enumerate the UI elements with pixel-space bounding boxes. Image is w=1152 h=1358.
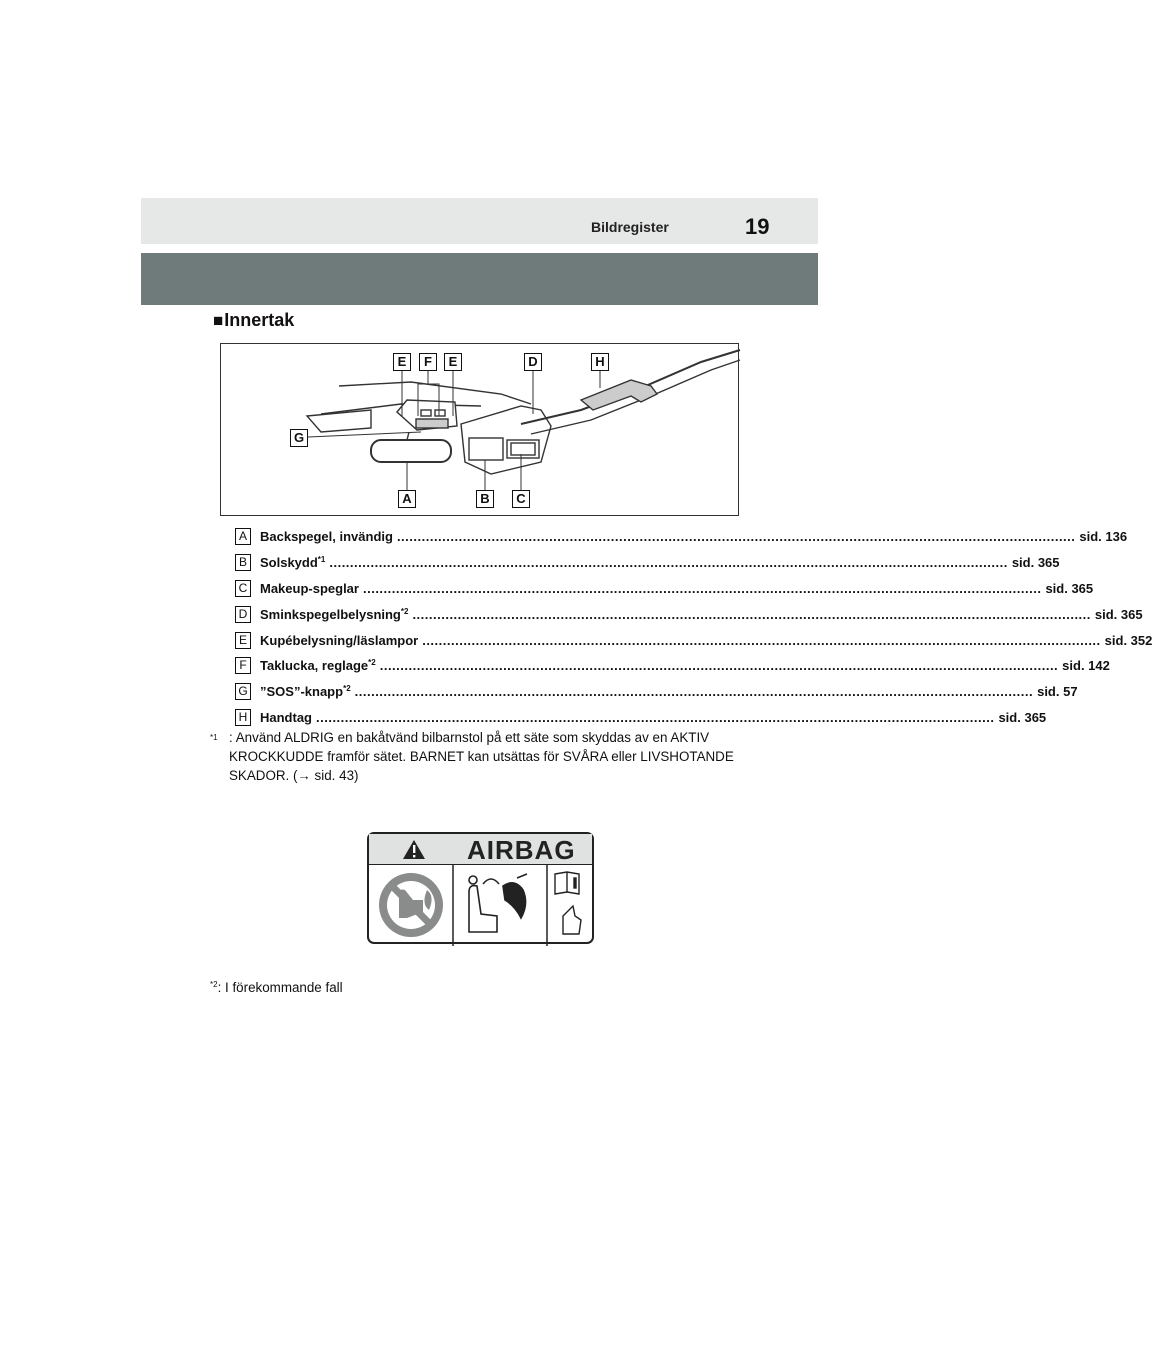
footnote-1: [210, 728, 750, 785]
list-item: [235, 679, 1078, 705]
list-item: [235, 601, 1143, 627]
header-bar: [141, 198, 818, 244]
footnote-ref: *2: [368, 658, 376, 668]
item-key: E: [235, 632, 251, 649]
list-item: [235, 576, 1094, 602]
list-item: [235, 524, 1128, 550]
callout-c: C: [512, 490, 530, 508]
footnote-text: : Använd ALDRIG en bakåtvänd bilbarnstol på ett säte som skyddas av en AKTIV KROCKKUDDE framför sätet. BARNET kan utsättas för SVÅRA eller LIVSHOTANDE SKADOR. (→ sid. 43): [229, 730, 734, 783]
item-label: ”SOS”-knapp$^{*2}$: [260, 684, 351, 700]
callout-g: G: [290, 429, 308, 447]
airbag-warning-label: [367, 832, 594, 944]
seat-airbag-icon: [469, 874, 527, 932]
footnote-ref: *1: [317, 555, 326, 565]
callout-e-right: E: [444, 353, 462, 371]
list-item: [235, 653, 1110, 679]
airbag-word: AIRBAG: [467, 835, 576, 865]
item-key: F: [235, 657, 251, 674]
leader-dots: .....................................................................................................................................................................: [316, 709, 995, 725]
item-label: Solskydd$^{*1}$: [260, 555, 326, 571]
leader-dots: .....................................................................................................................................................................: [379, 658, 1059, 674]
page-reference[interactable]: sid. 365: [1011, 555, 1060, 571]
list-item: [235, 550, 1060, 576]
page-reference[interactable]: sid. 57: [1037, 684, 1078, 700]
callout-d: D: [524, 353, 542, 371]
item-key: D: [235, 606, 251, 623]
manual-icon: [555, 872, 581, 934]
item-key: H: [235, 709, 251, 726]
item-label: Handtag: [260, 709, 312, 725]
item-label: Backspegel, invändig: [260, 529, 393, 545]
item-key: B: [235, 554, 251, 571]
page-reference[interactable]: sid. 365: [998, 709, 1047, 725]
airbag-pictograms: [369, 834, 596, 946]
page-number: 19: [745, 214, 770, 239]
list-item: [235, 705, 1047, 731]
callout-f: F: [419, 353, 437, 371]
callout-e-left: E: [393, 353, 411, 371]
page-reference[interactable]: sid. 352: [1104, 632, 1152, 648]
list-item: [235, 627, 1152, 653]
footnote-ref: *2: [343, 684, 351, 694]
footnote-marker: *1: [210, 733, 218, 742]
square-bullet-icon: ■: [213, 310, 224, 330]
header-band: [141, 253, 818, 305]
item-label: Makeup-speglar: [260, 580, 359, 596]
page-reference[interactable]: sid. 365: [1045, 580, 1094, 596]
section-title: [213, 310, 294, 331]
callout-h: H: [591, 353, 609, 371]
footnote-2: [210, 980, 343, 995]
callout-a: A: [398, 490, 416, 508]
footnote-text: : I förekommande fall: [217, 980, 343, 995]
leader-dots: .....................................................................................................................................................................: [362, 580, 1042, 596]
leader-dots: .....................................................................................................................................................................: [396, 529, 1076, 545]
item-label: Kupébelysning/läslampor: [260, 632, 419, 648]
page-reference[interactable]: sid. 136: [1079, 529, 1128, 545]
item-list: [235, 524, 1152, 730]
callout-b: B: [476, 490, 494, 508]
leader-dots: .....................................................................................................................................................................: [422, 632, 1101, 648]
leader-dots: .....................................................................................................................................................................: [354, 684, 1034, 700]
leader-dots: .....................................................................................................................................................................: [329, 555, 1008, 571]
item-label: Sminkspegelbelysning$^{*2}$: [260, 606, 409, 622]
roof-illustration: [220, 343, 739, 516]
item-key: G: [235, 683, 251, 700]
no-child-seat-icon: [379, 873, 443, 937]
item-key: C: [235, 580, 251, 597]
section-title-text: Innertak: [224, 310, 295, 330]
item-key: A: [235, 528, 251, 545]
leader-dots: .....................................................................................................................................................................: [412, 606, 1091, 622]
item-label: Taklucka, reglage$^{*2}$: [260, 658, 376, 674]
header-title: Bildregister: [591, 219, 669, 235]
footnote-marker: *2: [210, 980, 218, 989]
footnote-ref: *2: [400, 606, 409, 616]
page-reference[interactable]: sid. 365: [1094, 606, 1143, 622]
page-reference[interactable]: sid. 142: [1062, 658, 1110, 674]
